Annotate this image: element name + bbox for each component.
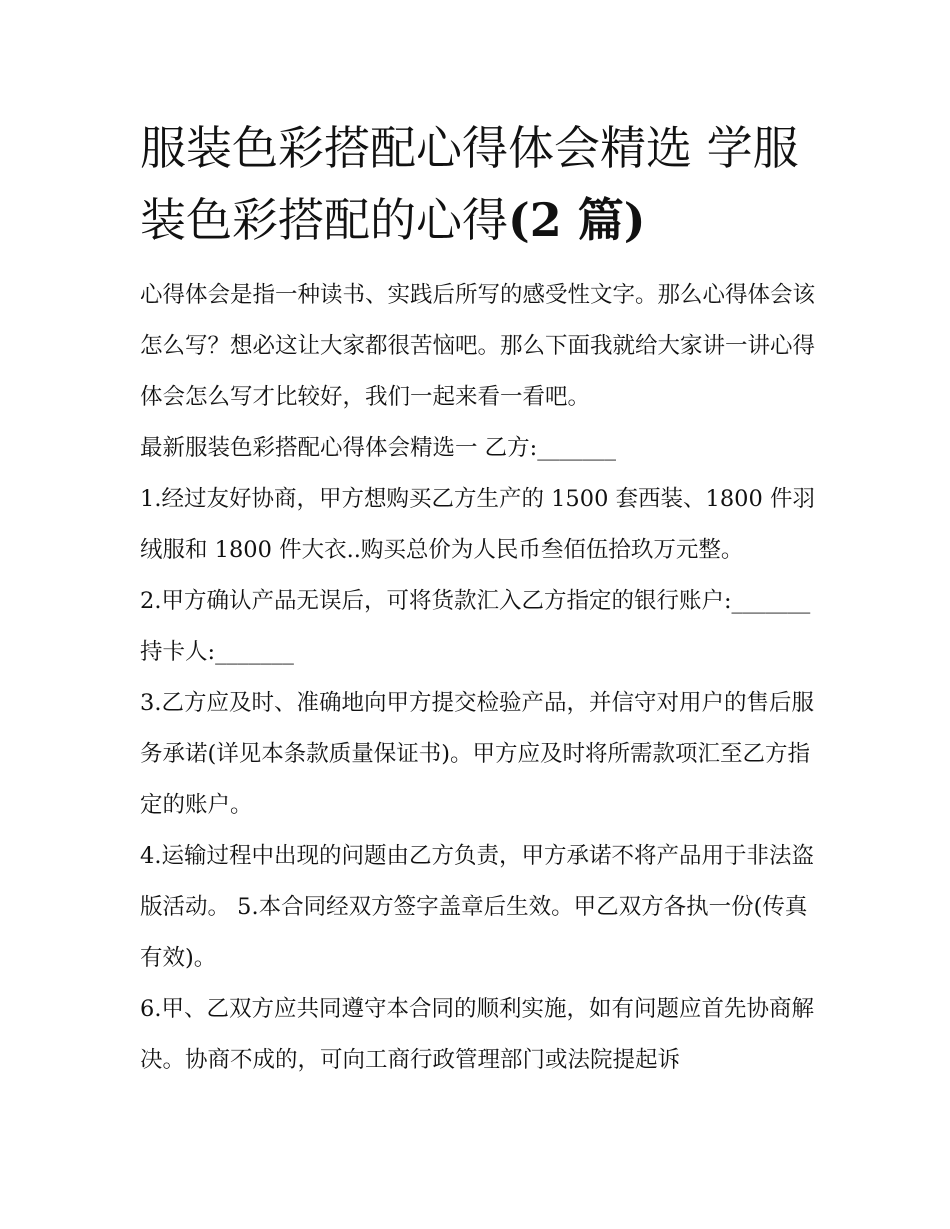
document-title <box>140 112 820 256</box>
clause-2: 2.甲方确认产品无误后，可将货款汇入乙方指定的银行账户:_______持卡人:_______ <box>140 588 811 665</box>
title-main: 服装色彩搭配心得体会精选 学服装色彩搭配的心得 <box>140 121 799 247</box>
intro-paragraph: 心得体会是指一种读书、实践后所写的感受性文字。那么心得体会该怎么写？想必这让大家都很苦恼吧。那么下面我就给大家讲一讲心得体会怎么写才比较好，我们一起来看一看吧。 <box>140 282 816 410</box>
title-tail: (2 篇) <box>508 193 646 247</box>
clause-3: 3.乙方应及时、准确地向甲方提交检验产品，并信守对用户的售后服务承诺(详见本条款质量保证书)。甲方应及时将所需款项汇至乙方指定的账户。 <box>140 690 814 818</box>
document-page <box>140 112 820 1086</box>
section-heading: 最新服装色彩搭配心得体会精选一 乙方:_______ <box>140 435 616 461</box>
clause-6: 6.甲、乙双方应共同遵守本合同的顺利实施，如有问题应首先协商解决。协商不成的，可向工商行政管理部门或法院提起诉 <box>140 996 814 1073</box>
clause-4-5: 4.运输过程中出现的问题由乙方负责，甲方承诺不将产品用于非法盗版活动。 5.本合同经双方签字盖章后生效。甲乙双方各执一份(传真有效)。 <box>140 843 814 971</box>
clause-1: 1.经过友好协商，甲方想购买乙方生产的 1500 套西装、1800 件羽绒服和 1800 件大衣..购买总价为人民币叁佰伍拾玖万元整。 <box>140 486 815 563</box>
